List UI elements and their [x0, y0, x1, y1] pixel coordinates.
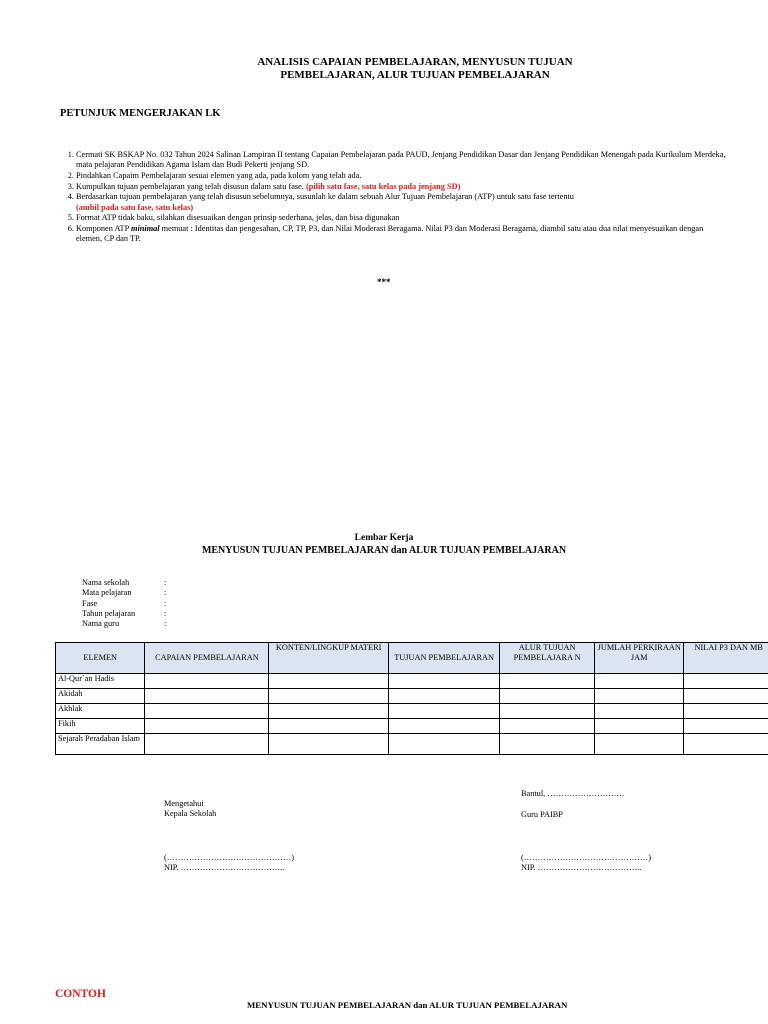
signature-right-role: Guru PAIBP [521, 810, 563, 819]
table-row [56, 719, 768, 734]
instruction-item: 3. Kumpulkan tujuan pembelajaran yang telah disusun dalam satu fase. (pilih satu fase, satu kelas pada jenjang SD) [76, 182, 726, 192]
highlight-note: (pilih satu fase, satu kelas pada jenjang SD) [305, 181, 461, 191]
footer-title: MENYUSUN TUJUAN PEMBELAJARAN dan ALUR TUJUAN PEMBELAJARAN [247, 1000, 568, 1010]
highlight-note: (ambil pada satu fase, satu kelas) [76, 202, 194, 212]
table-row [56, 689, 768, 704]
separator: *** [377, 277, 391, 287]
table-row [56, 674, 768, 689]
worksheet-title: Lembar Kerja [354, 533, 414, 543]
document-title-line2: PEMBELAJARAN, ALUR TUJUAN PEMBELAJARAN [280, 69, 550, 81]
instructions-list [60, 150, 726, 245]
instruction-item: 4. Berdasarkan tujuan pembelajaran yang telah disusun sebelumnya, susunlah ke dalam sebuah Alur Tujuan Pembelajaran (ATP) untuk satu fase tertentu (ambil pada satu fase, satu kelas) [76, 192, 726, 213]
column-header: ALUR TUJUAN PEMBELAJARA N [500, 643, 595, 674]
example-label: CONTOH [55, 988, 106, 1000]
signature-left-name: (………………………………………) NIP. ……………………………….. [164, 853, 294, 873]
table-row [56, 734, 768, 755]
element-cell: Akhlak [56, 704, 145, 719]
instruction-item: 6. Komponen ATP minimal memuat : Identitas dan pengesahan, CP, TP, P3, dan Nilai Moderasi Beragama. Nilai P3 dan Moderasi Beragama, diambil satu atau dua nilai menyesuaikan dengan elemen, CP dan TP. [76, 224, 726, 245]
column-header: CAPAIAN PEMBELAJARAN [145, 643, 269, 674]
table-row [56, 704, 768, 719]
column-header: NILAI P3 DAN MB [684, 643, 768, 674]
element-cell: Sejarah Peradaban Islam [56, 734, 145, 755]
instructions-heading: PETUNJUK MENGERJAKAN LK [60, 108, 221, 119]
worksheet-table [55, 642, 768, 755]
signature-place-date: Bantul, ………………………. [521, 789, 625, 798]
element-cell: Fikih [56, 719, 145, 734]
column-header: TUJUAN PEMBELAJARAN [388, 643, 499, 674]
instruction-item: 1. Cermati SK BSKAP No. 032 Tahun 2024 Salinan Lampiran II tentang Capaian Pembelajaran pada PAUD, Jenjang Pendidikan Dasar dan Jenjang Pendidikan Menengah pada Kurikulum Merdeka, mata pelajaran Pendidikan Agama Islam dan Budi Pekerti jenjang SD. [76, 150, 726, 171]
signature-left: Mengetahui Kepala Sekolah [164, 799, 217, 819]
identity-block: Nama sekolah : Mata pelajaran : Fase : Tahun pelajaran : Nama guru : [82, 578, 167, 629]
column-header: KONTEN/LINGKUP MATERI [269, 643, 389, 674]
worksheet-subtitle: MENYUSUN TUJUAN PEMBELAJARAN dan ALUR TUJUAN PEMBELAJARAN [201, 545, 567, 556]
element-cell: Al-Qur`an Hadis [56, 674, 145, 689]
instruction-item: 5. Format ATP tidak baku, silahkan disesuaikan dengan prinsip sederhana, jelas, dan bisa digunakan [76, 213, 726, 223]
instruction-item: 2. Pindahkan Capaim Pembelajaran sesuai elemen yang ada, pada kolom yang telah ada. [76, 171, 726, 181]
column-header: ELEMEN [56, 643, 145, 674]
table-header-row [56, 643, 768, 674]
document-title-line1: ANALISIS CAPAIAN PEMBELAJARAN, MENYUSUN TUJUAN [257, 56, 573, 68]
column-header: JUMLAH PERKIRAAN JAM [594, 643, 683, 674]
element-cell: Akidah [56, 689, 145, 704]
signature-right-name: (………………………………………) NIP. ……………………………….. [521, 853, 651, 873]
